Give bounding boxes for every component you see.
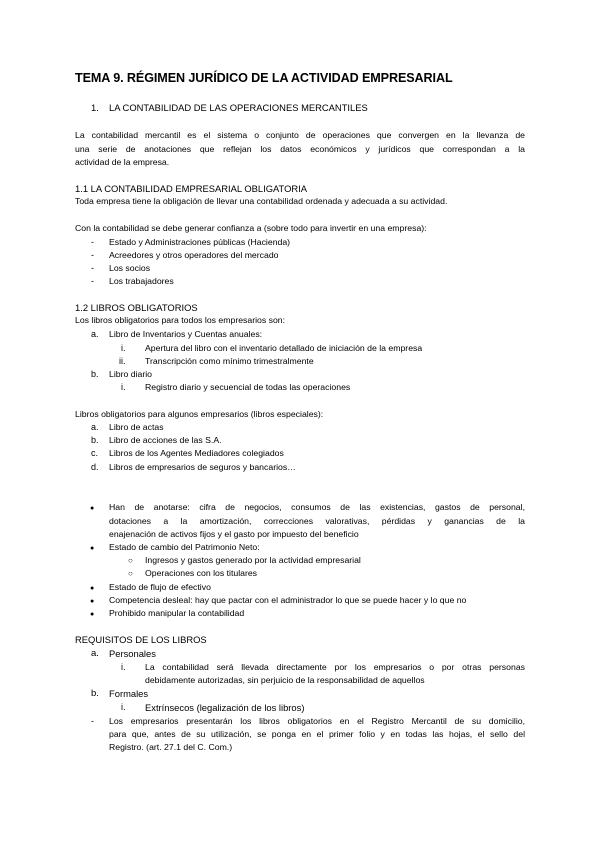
list-item: Transcripción como mínimo trimestralmente [145,356,314,366]
section-heading: REQUISITOS DE LOS LIBROS [75,634,207,645]
paragraph: Los libros obligatorios para todos los empresarios son: [75,315,286,325]
section-number: 1. [91,102,99,113]
intro-line-3: actividad de la empresa. [75,157,170,167]
bullet-text: Estado de cambio del Patrimonio Neto: [109,542,260,552]
list-item: Libros de empresarios de seguros y bancarios… [109,462,296,472]
dash-marker: - [91,276,94,286]
list-item: Ingresos y gastos generado por la actividad empresarial [145,555,361,565]
subsection-heading: 1.1 LA CONTABILIDAD EMPRESARIAL OBLIGATORIA [75,183,308,194]
dash-marker: - [91,237,94,247]
paragraph: Libros obligatorios para algunos empresarios (libros especiales): [75,409,324,419]
circle-marker: ○ [128,569,133,578]
letter-marker: b. [91,435,99,445]
dash-marker: - [91,263,94,273]
letter-marker: c. [91,448,99,458]
letter-marker: a. [91,329,99,339]
list-item: Acreedores y otros operadores del mercado [109,250,279,260]
list-item: Los socios [109,263,151,273]
section-heading: LA CONTABILIDAD DE LAS OPERACIONES MERCANTILES [109,102,368,113]
paragraph-line-2: para que, antes de su utilización, se ponga en el primer folio y en todas las hojas, el sello del [109,729,525,739]
list-item: Libro de actas [109,422,164,432]
list-item: Libro de acciones de las S.A. [109,435,222,445]
list-item: Apertura del libro con el inventario detallado de iniciación de la empresa [145,343,423,353]
list-item: Libros de los Agentes Mediadores colegiados [109,448,284,458]
intro-line-2: una serie de anotaciones que reflejan los datos económicos y jurídicos que correspondan a la [75,144,525,154]
roman-marker: i. [121,382,126,392]
bullet-text: Prohibido manipular la contabilidad [109,608,245,618]
paragraph-line-1: Los empresarios presentarán los libros obligatorios en el Registro Mercantil de su domicilio, [109,716,525,726]
list-item: Personales [109,648,156,659]
list-item: Libro de Inventarios y Cuentas anuales: [109,329,263,339]
list-item: Operaciones con los titulares [145,568,258,578]
subsection-heading: 1.2 LIBROS OBLIGATORIOS [75,302,198,313]
roman-marker: i. [121,343,126,353]
bullet-text: Competencia desleal: hay que pactar con el administrador lo que se puede hacer y lo que no [109,595,467,605]
bullet-marker: ● [90,598,95,605]
bullet-marker: ● [90,545,95,552]
bullet-text-line-2: dotaciones a la amortización, correcciones valorativas, pérdidas y ganancias de la [109,516,525,526]
circle-marker: ○ [128,556,133,565]
letter-marker: b. [91,688,99,699]
paragraph: Toda empresa tiene la obligación de llevar una contabilidad ordenada y adecuada a su actividad. [75,196,448,206]
roman-marker: ii. [119,356,126,366]
page-title: TEMA 9. RÉGIMEN JURÍDICO DE LA ACTIVIDAD EMPRESARIAL [75,71,453,85]
bullet-marker: ● [90,505,95,512]
bullet-text-line-3: enajenación de activos fijos y el gasto por impuesto del beneficio [109,529,359,539]
intro-line-1: La contabilidad mercantil es el sistema o conjunto de operaciones que convergen en la llevanza de [75,130,525,140]
letter-marker: b. [91,369,99,379]
bullet-text-line-1: Han de anotarse: cifra de negocios, consumos de las existencias, gastos de personal, [109,502,525,512]
bullet-marker: ● [90,585,95,592]
list-item: Libro diario [109,369,152,379]
list-item-line-2: debidamente autorizadas, sin perjuicio de la responsabilidad de aquellos [145,675,425,685]
list-item: Registro diario y secuencial de todas las operaciones [145,382,351,392]
roman-marker: i. [121,702,126,712]
letter-marker: a. [91,648,99,659]
list-item: Estado y Administraciones públicas (Hacienda) [109,237,291,247]
dash-marker: - [91,716,94,726]
list-item: Los trabajadores [109,276,174,286]
roman-marker: i. [121,662,126,672]
list-item: Extrínsecos (legalización de los libros) [145,702,305,713]
dash-marker: - [91,250,94,260]
letter-marker: a. [91,422,99,432]
list-item-line-1: La contabilidad será llevada directamente por los empresarios o por otras personas [145,662,525,672]
paragraph: Con la contabilidad se debe generar confianza a (sobre todo para invertir en una empresa): [75,223,427,233]
paragraph-line-3: Registro. (art. 27.1 del C. Com.) [109,742,233,752]
bullet-text: Estado de flujo de efectivo [109,582,211,592]
letter-marker: d. [91,462,99,472]
list-item: Formales [109,688,149,699]
bullet-marker: ● [90,611,95,618]
